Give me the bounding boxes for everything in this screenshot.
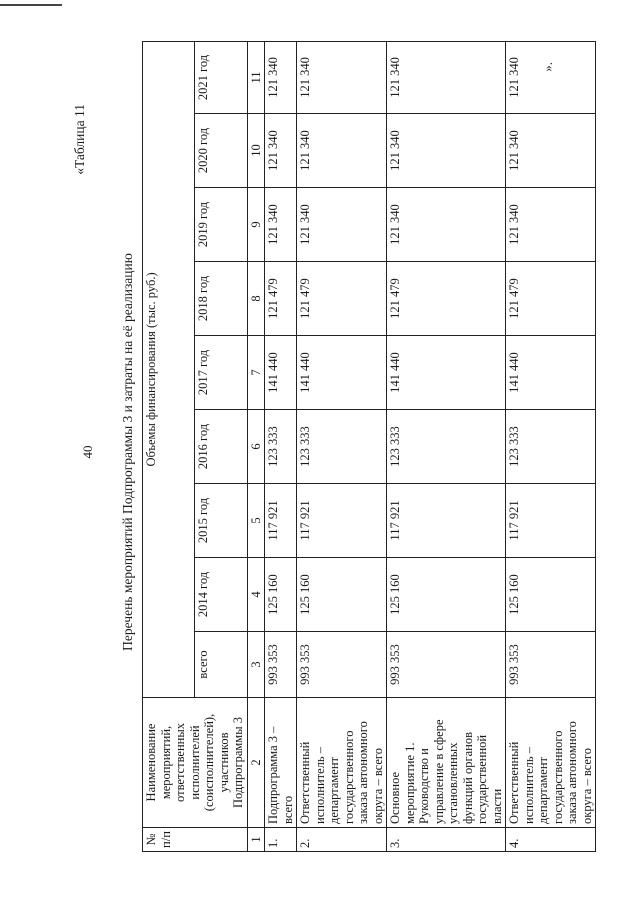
column-number: 8 [247, 262, 265, 336]
row-value: 121 340 [297, 114, 387, 188]
row-value: 125 160 [506, 558, 596, 632]
column-number-row [247, 41, 265, 851]
row-num: 1. [265, 828, 297, 852]
row-value: 141 440 [387, 336, 506, 410]
row-value: 993 353 [297, 632, 387, 698]
header-year: 2019 год [195, 188, 247, 262]
row-name: Ответственный исполнитель – департамент государственного заказа автономного округа – всего [297, 698, 387, 828]
row-num: 4. [506, 828, 596, 852]
row-value: 117 921 [506, 484, 596, 558]
column-number: 11 [247, 41, 265, 113]
row-value: 121 340 [387, 114, 506, 188]
row-value: 123 333 [297, 410, 387, 484]
row-value: 123 333 [387, 410, 506, 484]
row-value: 141 440 [265, 336, 297, 410]
row-value: 121 340 [265, 114, 297, 188]
row-value: 121 340 [506, 114, 596, 188]
rotated-page [70, 22, 594, 882]
table-row [506, 41, 596, 851]
header-year: 2018 год [195, 262, 247, 336]
row-value: 121 340 [265, 41, 297, 113]
row-value: 993 353 [387, 632, 506, 698]
row-value: 123 333 [506, 410, 596, 484]
row-name: Ответственный исполнитель – департамент государственного заказа автономного округа – всего [506, 698, 596, 828]
row-value: 125 160 [265, 558, 297, 632]
table-title: Перечень мероприятий Подпрограммы 3 и затраты на её реализацию [120, 253, 135, 651]
table-label: «Таблица 11 [72, 104, 87, 175]
row-value: 117 921 [387, 484, 506, 558]
row-value: 125 160 [297, 558, 387, 632]
row-value: 121 479 [387, 262, 506, 336]
row-value: 121 479 [265, 262, 297, 336]
row-value: 121 340 [297, 41, 387, 113]
row-value: 121 340 [387, 188, 506, 262]
row-value: 121 479 [297, 262, 387, 336]
header-year: 2017 год [195, 336, 247, 410]
row-value: 125 160 [387, 558, 506, 632]
header-year: 2015 год [195, 484, 247, 558]
page-number: 40 [80, 445, 95, 459]
column-number: 7 [247, 336, 265, 410]
row-value: 121 340 [265, 188, 297, 262]
row-value: 121 340 [506, 41, 596, 113]
funding-table [142, 41, 596, 852]
table-row [297, 41, 387, 851]
header-year: 2016 год [195, 410, 247, 484]
column-number: 9 [247, 188, 265, 262]
column-number: 3 [247, 632, 265, 698]
column-number: 10 [247, 114, 265, 188]
row-value: 141 440 [297, 336, 387, 410]
header-year: всего [195, 632, 247, 698]
closing-quote: ». [540, 62, 555, 72]
row-name: Подпрограмма 3 – всего [265, 698, 297, 828]
header-num: № п/п [143, 828, 248, 852]
column-number: 5 [247, 484, 265, 558]
row-value: 121 340 [387, 41, 506, 113]
row-num: 2. [297, 828, 387, 852]
header-funding: Объемы финансирования (тыс. руб.) [143, 41, 195, 697]
row-value: 141 440 [506, 336, 596, 410]
row-value: 121 479 [506, 262, 596, 336]
header-year: 2021 год [195, 41, 247, 113]
table-row [265, 41, 297, 851]
column-number: 4 [247, 558, 265, 632]
row-value: 993 353 [265, 632, 297, 698]
row-value: 121 340 [506, 188, 596, 262]
header-year: 2020 год [195, 114, 247, 188]
top-rule [0, 4, 62, 6]
column-number: 2 [247, 698, 265, 828]
column-number: 6 [247, 410, 265, 484]
row-value: 117 921 [297, 484, 387, 558]
header-year: 2014 год [195, 558, 247, 632]
table-row [387, 41, 506, 851]
row-name: Основное мероприятие 1. Руководство и управление в сфере установленных функций органов государственной власти [387, 698, 506, 828]
row-value: 121 340 [297, 188, 387, 262]
header-name: Наименование мероприятий, ответственных исполнителей (соисполнителей), участников Подпрограммы 3 [143, 698, 248, 828]
row-value: 993 353 [506, 632, 596, 698]
header-row-1 [143, 41, 195, 851]
row-value: 117 921 [265, 484, 297, 558]
column-number: 1 [247, 828, 265, 852]
row-num: 3. [387, 828, 506, 852]
row-value: 123 333 [265, 410, 297, 484]
